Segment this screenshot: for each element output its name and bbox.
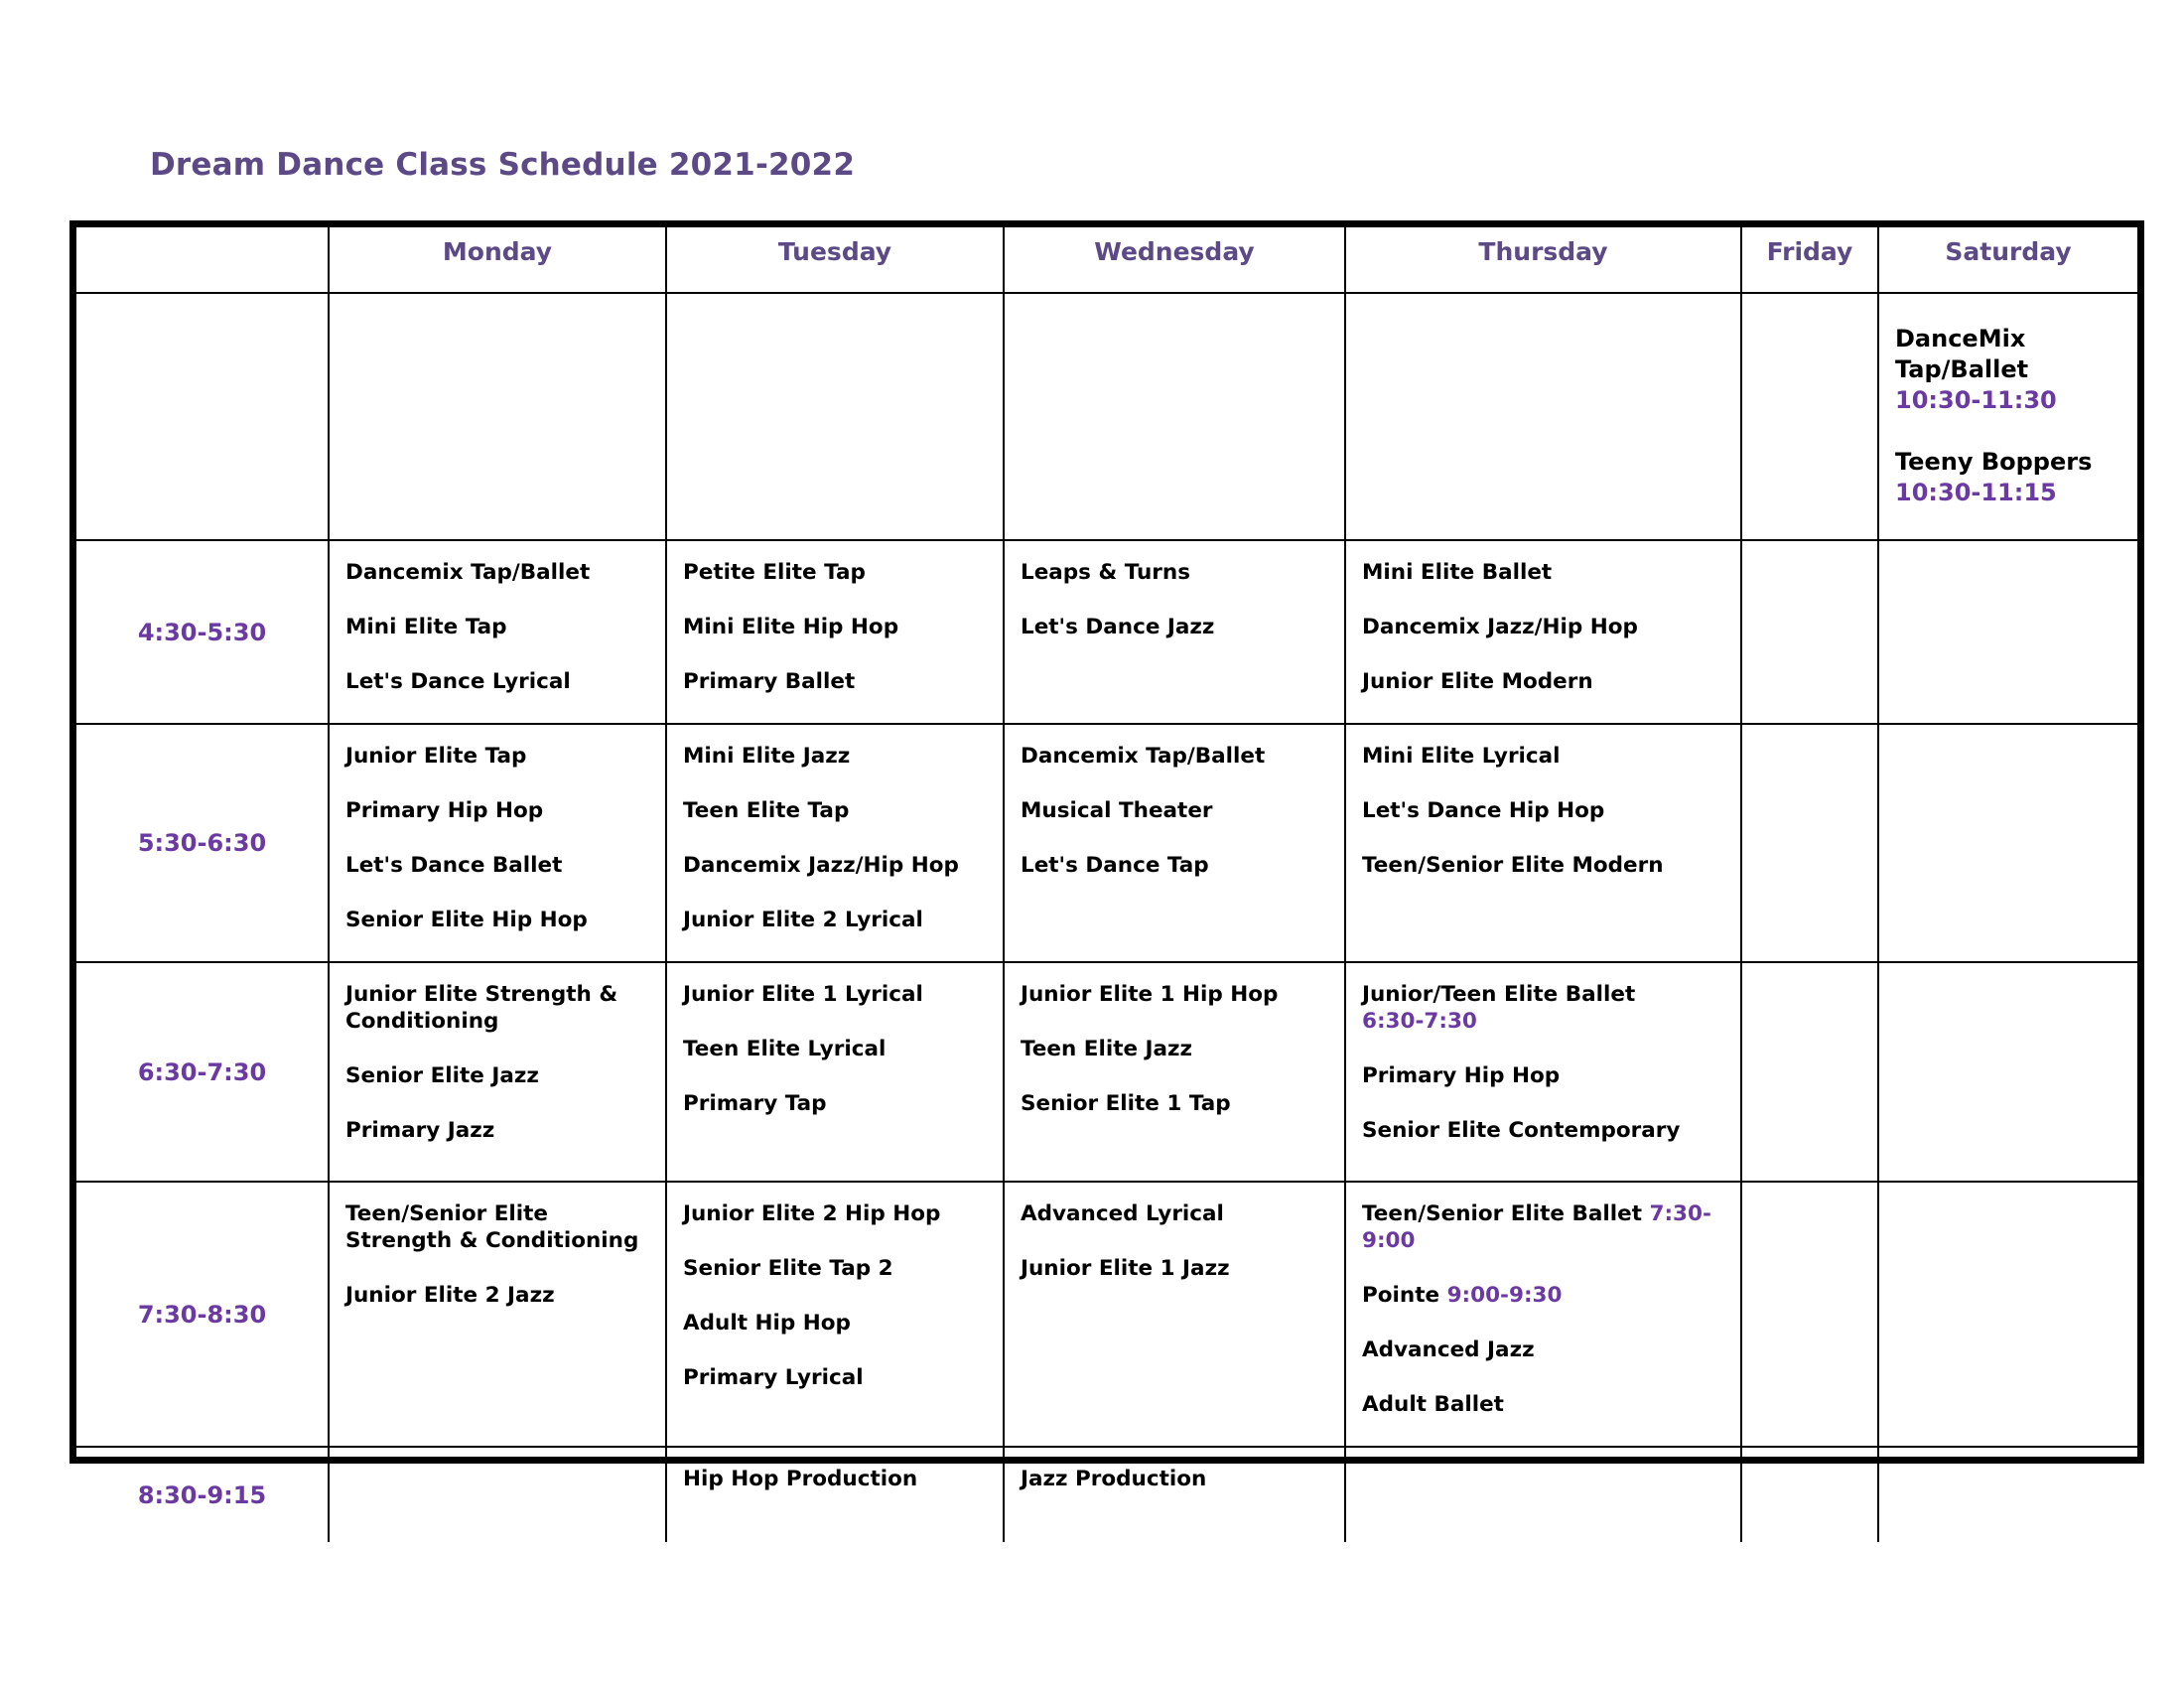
class-name: Junior Elite Strength & Conditioning	[345, 982, 618, 1034]
time-label: 5:30-6:30	[76, 724, 329, 962]
schedule-cell-saturday	[1878, 540, 2137, 724]
time-label: 8:30-9:15	[76, 1447, 329, 1542]
class-name: Dancemix Tap/Ballet	[1021, 744, 1266, 769]
class-name: DanceMix Tap/Ballet	[1895, 325, 2029, 383]
page-title: Dream Dance Class Schedule 2021-2022	[150, 147, 856, 183]
schedule-cell-monday	[329, 1447, 666, 1542]
class-name: Advanced Lyrical	[1021, 1201, 1224, 1226]
class-time: 9:00-9:30	[1446, 1283, 1563, 1308]
class-name: Let's Dance Jazz	[1021, 615, 1215, 639]
time-label: 7:30-8:30	[76, 1182, 329, 1447]
class-item	[683, 1364, 991, 1391]
schedule-cell-thursday	[1345, 1447, 1741, 1542]
class-name: Teen Elite Lyrical	[683, 1037, 887, 1061]
schedule-cell-monday	[329, 962, 666, 1182]
schedule-cell-saturday	[1878, 962, 2137, 1182]
class-item	[345, 981, 653, 1035]
class-list	[667, 541, 1003, 695]
class-item	[1362, 852, 1728, 879]
time-row	[76, 724, 2137, 962]
class-list	[330, 725, 665, 933]
class-list	[330, 963, 665, 1144]
schedule-table	[69, 220, 2144, 1509]
schedule-cell	[329, 293, 666, 540]
class-item	[1362, 1062, 1728, 1089]
class-item	[1362, 614, 1728, 640]
class-item	[1895, 447, 2125, 508]
class-name: Senior Elite Contemporary	[1362, 1118, 1681, 1143]
class-list	[1346, 541, 1740, 695]
time-row	[76, 962, 2137, 1182]
class-list	[667, 1448, 1003, 1492]
class-name: Primary Hip Hop	[345, 798, 544, 823]
schedule-cell-wednesday	[1004, 1447, 1345, 1542]
class-name: Teen/Senior Elite Ballet	[1362, 1201, 1642, 1226]
schedule-cell-thursday	[1345, 540, 1741, 724]
class-name: Teeny Boppers	[1895, 448, 2093, 476]
day-header-monday: Monday	[329, 227, 666, 293]
class-item	[1021, 797, 1332, 824]
schedule-cell-wednesday	[1004, 540, 1345, 724]
day-header-thursday: Thursday	[1345, 227, 1741, 293]
class-name: Junior Elite Tap	[345, 744, 527, 769]
class-item	[345, 852, 653, 879]
class-item	[345, 907, 653, 933]
class-list	[667, 963, 1003, 1117]
class-name: Let's Dance Lyrical	[345, 669, 571, 694]
class-item	[1021, 743, 1332, 770]
schedule-cell-thursday	[1345, 962, 1741, 1182]
morning-row	[76, 293, 2137, 540]
class-name: Junior Elite 2 Lyrical	[683, 908, 923, 932]
class-time: 7:30-9:00	[1362, 1201, 1711, 1253]
class-item	[683, 743, 991, 770]
class-name: Primary Jazz	[345, 1118, 495, 1143]
schedule-cell-thursday	[1345, 1182, 1741, 1447]
class-item	[345, 1117, 653, 1144]
schedule-cell-friday	[1741, 724, 1878, 962]
schedule-cell-tuesday	[666, 540, 1004, 724]
class-name: Teen/Senior Elite Modern	[1362, 853, 1664, 878]
class-item	[345, 668, 653, 695]
class-name: Dancemix Jazz/Hip Hop	[1362, 615, 1638, 639]
class-item	[683, 907, 991, 933]
class-name: Junior Elite 2 Hip Hop	[683, 1201, 941, 1226]
header-corner	[76, 227, 329, 293]
schedule-cell-saturday	[1878, 724, 2137, 962]
class-name: Junior Elite 1 Lyrical	[683, 982, 923, 1007]
schedule-cell-friday	[1741, 1182, 1878, 1447]
class-item	[683, 668, 991, 695]
class-item	[1021, 1090, 1332, 1117]
class-name: Leaps & Turns	[1021, 560, 1191, 585]
class-name: Junior Elite 2 Jazz	[345, 1283, 555, 1308]
class-item	[1021, 614, 1332, 640]
schedule-cell-wednesday	[1004, 724, 1345, 962]
class-name: Pointe	[1362, 1283, 1440, 1308]
class-item	[683, 1466, 991, 1492]
saturday-cell	[1878, 293, 2137, 540]
class-name: Junior Elite 1 Jazz	[1021, 1256, 1230, 1281]
class-item	[1362, 743, 1728, 770]
class-name: Let's Dance Ballet	[345, 853, 563, 878]
class-item	[345, 797, 653, 824]
class-name: Mini Elite Ballet	[1362, 560, 1553, 585]
class-list	[330, 1183, 665, 1309]
schedule-cell-saturday	[1878, 1182, 2137, 1447]
class-name: Mini Elite Hip Hop	[683, 615, 899, 639]
class-name: Senior Elite 1 Tap	[1021, 1091, 1231, 1116]
class-item	[1362, 668, 1728, 695]
class-name: Mini Elite Jazz	[683, 744, 851, 769]
class-name: Senior Elite Hip Hop	[345, 908, 588, 932]
class-item	[683, 559, 991, 586]
class-item	[683, 1310, 991, 1336]
schedule-cell	[1004, 293, 1345, 540]
class-list	[1005, 1448, 1344, 1492]
schedule-cell-tuesday	[666, 962, 1004, 1182]
class-item	[345, 1282, 653, 1309]
class-item	[683, 1036, 991, 1062]
class-time: 10:30-11:30	[1895, 386, 2057, 414]
class-name: Primary Lyrical	[683, 1365, 864, 1390]
class-name: Primary Ballet	[683, 669, 856, 694]
class-list	[330, 541, 665, 695]
class-item	[1362, 1282, 1728, 1309]
class-name: Junior Elite Modern	[1362, 669, 1593, 694]
schedule-cell-tuesday	[666, 724, 1004, 962]
class-name: Hip Hop Production	[683, 1467, 918, 1491]
schedule-cell	[666, 293, 1004, 540]
schedule-cell-saturday	[1878, 1447, 2137, 1542]
schedule-cell-tuesday	[666, 1447, 1004, 1542]
time-row	[76, 1447, 2137, 1542]
class-list	[330, 1448, 665, 1466]
class-list	[1346, 725, 1740, 879]
class-name: Musical Theater	[1021, 798, 1213, 823]
schedule-cell-friday	[1741, 1447, 1878, 1542]
class-item	[345, 1200, 653, 1254]
class-time: 10:30-11:15	[1895, 479, 2057, 506]
schedule-cell-tuesday	[666, 1182, 1004, 1447]
class-time: 6:30-7:30	[1362, 1009, 1477, 1034]
time-label: 6:30-7:30	[76, 962, 329, 1182]
class-item	[1362, 1391, 1728, 1418]
schedule-cell-thursday	[1345, 724, 1741, 962]
time-row	[76, 540, 2137, 724]
class-item	[1021, 1255, 1332, 1282]
class-name: Junior Elite 1 Hip Hop	[1021, 982, 1279, 1007]
class-item	[1021, 1200, 1332, 1227]
class-list	[1346, 1448, 1740, 1466]
class-list	[1005, 541, 1344, 640]
class-list	[1005, 963, 1344, 1117]
header-row	[76, 227, 2137, 293]
class-name: Senior Elite Jazz	[345, 1063, 539, 1088]
class-item	[1362, 1117, 1728, 1144]
class-list	[1346, 963, 1740, 1144]
class-item	[1362, 981, 1728, 1035]
time-row	[76, 1182, 2137, 1447]
class-name: Teen Elite Jazz	[1021, 1037, 1193, 1061]
class-name: Let's Dance Hip Hop	[1362, 798, 1605, 823]
class-item	[345, 743, 653, 770]
class-item	[1362, 1200, 1728, 1254]
class-name: Petite Elite Tap	[683, 560, 866, 585]
class-item	[1362, 1336, 1728, 1363]
class-item	[1021, 852, 1332, 879]
schedule-cell-monday	[329, 724, 666, 962]
schedule-cell-wednesday	[1004, 962, 1345, 1182]
class-item	[683, 981, 991, 1008]
class-name: Let's Dance Tap	[1021, 853, 1209, 878]
class-item	[345, 614, 653, 640]
class-item	[683, 1090, 991, 1117]
class-name: Adult Ballet	[1362, 1392, 1504, 1417]
schedule-cell-wednesday	[1004, 1182, 1345, 1447]
class-item	[683, 1200, 991, 1227]
class-item	[1362, 559, 1728, 586]
class-list	[667, 1183, 1003, 1391]
class-name: Mini Elite Tap	[345, 615, 507, 639]
class-name: Dancemix Jazz/Hip Hop	[683, 853, 959, 878]
day-header-tuesday: Tuesday	[666, 227, 1004, 293]
class-item	[1021, 559, 1332, 586]
schedule-cell-monday	[329, 540, 666, 724]
class-name: Teen Elite Tap	[683, 798, 850, 823]
class-name: Advanced Jazz	[1362, 1337, 1535, 1362]
class-name: Mini Elite Lyrical	[1362, 744, 1561, 769]
class-name: Jazz Production	[1021, 1467, 1207, 1491]
day-header-saturday: Saturday	[1878, 227, 2137, 293]
schedule-cell	[1741, 293, 1878, 540]
day-header-wednesday: Wednesday	[1004, 227, 1345, 293]
class-list	[1346, 1183, 1740, 1418]
class-name: Junior/Teen Elite Ballet	[1362, 982, 1636, 1007]
class-item	[1021, 1036, 1332, 1062]
class-item	[683, 797, 991, 824]
schedule-cell-friday	[1741, 962, 1878, 1182]
class-item	[683, 852, 991, 879]
morning-time-cell	[76, 293, 329, 540]
class-item	[1362, 797, 1728, 824]
class-item	[683, 614, 991, 640]
class-list	[1005, 725, 1344, 879]
class-name: Adult Hip Hop	[683, 1311, 851, 1336]
time-label: 4:30-5:30	[76, 540, 329, 724]
class-item	[1021, 981, 1332, 1008]
class-item	[683, 1255, 991, 1282]
class-item	[345, 1062, 653, 1089]
class-item	[1021, 1466, 1332, 1492]
saturday-classes	[1879, 294, 2137, 508]
class-list	[667, 725, 1003, 933]
class-list	[1005, 1183, 1344, 1282]
class-name: Senior Elite Tap 2	[683, 1256, 893, 1281]
class-item	[1895, 324, 2125, 416]
schedule-cell-friday	[1741, 540, 1878, 724]
class-name: Primary Hip Hop	[1362, 1063, 1561, 1088]
class-name: Teen/Senior Elite Strength & Conditioning	[345, 1201, 639, 1253]
class-item	[345, 559, 653, 586]
day-header-friday: Friday	[1741, 227, 1878, 293]
class-name: Dancemix Tap/Ballet	[345, 560, 591, 585]
schedule-cell-monday	[329, 1182, 666, 1447]
class-name: Primary Tap	[683, 1091, 827, 1116]
schedule-cell	[1345, 293, 1741, 540]
